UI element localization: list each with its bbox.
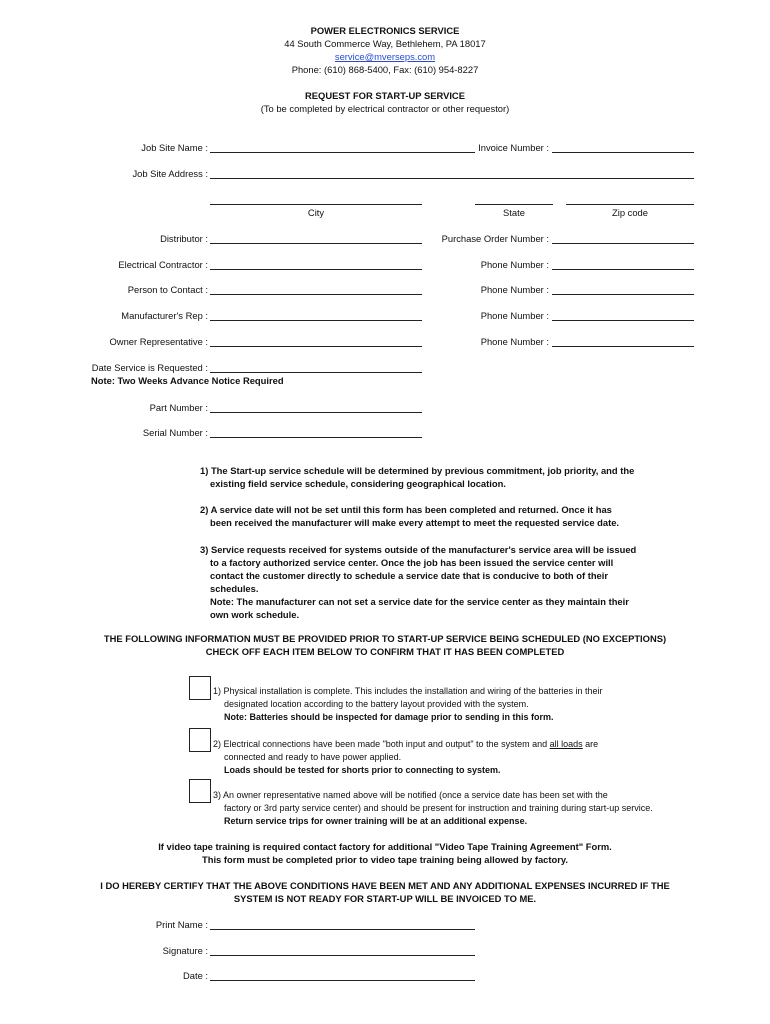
date-field[interactable] [210, 980, 475, 981]
phone-number-field[interactable] [552, 294, 694, 295]
checkbox-owner-representative[interactable] [189, 779, 211, 803]
advance-notice-note: Note: Two Weeks Advance Notice Required [91, 375, 284, 386]
certification-line-2: SYSTEM IS NOT READY FOR START-UP WILL BE INVOICED TO ME. [233, 893, 537, 904]
company-phone: Phone: (610) 868-5400, Fax: (610) 954-8227 [291, 64, 479, 75]
requirement-2: 2) Electrical connections have been made "both input and output" to the system and all loads are connected and ready to have power applied. Loads should be tested for shorts prior to connecting to system. [213, 739, 599, 775]
job-site-address-label: Job Site Address : [132, 168, 208, 179]
checkbox-electrical-connections[interactable] [189, 728, 211, 752]
form-subtitle: (To be completed by electrical contractor or other requestor) [260, 103, 510, 114]
phone-number-label: Phone Number : [480, 284, 549, 295]
requirements-heading-2: CHECK OFF EACH ITEM BELOW TO CONFIRM THAT IT HAS BEEN COMPLETED [205, 646, 565, 657]
date-service-label: Date Service is Requested : [91, 362, 208, 373]
print-name-field[interactable] [210, 929, 475, 930]
zip-field[interactable] [566, 204, 694, 205]
person-to-contact-field[interactable] [210, 294, 422, 295]
phone-number-label: Phone Number : [480, 336, 549, 347]
requirement-1: 1) Physical installation is complete. This includes the installation and wiring of the batteries in their designated location according to the battery layout provided with the system. Note: Batteries should be inspected for damage prior to sending in this form. [213, 686, 603, 722]
part-number-label: Part Number : [149, 402, 208, 413]
manufacturers-rep-label: Manufacturer's Rep : [121, 310, 208, 321]
electrical-contractor-label: Electrical Contractor : [118, 259, 208, 270]
phone-number-field[interactable] [552, 269, 694, 270]
manufacturers-rep-field[interactable] [210, 320, 422, 321]
part-number-field[interactable] [210, 412, 422, 413]
phone-number-field[interactable] [552, 346, 694, 347]
distributor-field[interactable] [210, 243, 422, 244]
serial-number-label: Serial Number : [142, 427, 208, 438]
checkbox-physical-installation[interactable] [189, 676, 211, 700]
serial-number-field[interactable] [210, 437, 422, 438]
state-caption: State [503, 207, 525, 218]
purchase-order-field[interactable] [552, 243, 694, 244]
person-to-contact-label: Person to Contact : [127, 284, 208, 295]
phone-number-label: Phone Number : [480, 259, 549, 270]
purchase-order-label: Purchase Order Number : [441, 233, 549, 244]
signature-label: Signature : [162, 945, 208, 956]
invoice-number-label: Invoice Number : [478, 142, 549, 153]
date-service-field[interactable] [210, 372, 422, 373]
company-email[interactable] [0, 51, 770, 62]
job-site-name-field[interactable] [210, 152, 475, 153]
requirements-heading-1: THE FOLLOWING INFORMATION MUST BE PROVIDED PRIOR TO START-UP SERVICE BEING SCHEDULED (NO EXCEPTIONS) [103, 633, 667, 644]
city-caption: City [307, 207, 325, 218]
requirement-3: 3) An owner representative named above will be notified (once a service date has been set with the factory or 3rd party service center) and should be present for instruction and training during start-up service. Return service trips for owner training will be at an additional expense. [213, 790, 653, 826]
invoice-number-field[interactable] [552, 152, 694, 153]
email-link[interactable]: service@mverseps.com [334, 51, 436, 62]
owner-representative-field[interactable] [210, 346, 422, 347]
video-training-note-1: If video tape training is required contact factory for additional "Video Tape Training Agreement" Form. [158, 841, 612, 852]
zip-caption: Zip code [612, 207, 648, 218]
note-1: 1) The Start-up service schedule will be determined by previous commitment, job priority, and the existing field service schedule, considering geographical location. [200, 465, 635, 489]
electrical-contractor-field[interactable] [210, 269, 422, 270]
print-name-label: Print Name : [155, 919, 208, 930]
form-title: REQUEST FOR START-UP SERVICE [305, 90, 465, 101]
note-2: 2) A service date will not be set until this form has been completed and returned. Once it has been received the manufacturer will make every attempt to meet the requested service date. [200, 504, 620, 528]
note-3: 3) Service requests received for systems outside of the manufacturer's service area will be issued to a factory authorized service center. Once the job has been issued the service center will contact the customer directly to schedule a service date that is conducive to both of their schedules. Note: The manufacturer can not set a service date for the service center as they maintain their own work schedule. [200, 544, 637, 620]
distributor-label: Distributor : [160, 233, 208, 244]
job-site-name-label: Job Site Name : [141, 142, 208, 153]
owner-representative-label: Owner Representative : [109, 336, 208, 347]
company-name: POWER ELECTRONICS SERVICE [310, 25, 460, 36]
signature-field[interactable] [210, 955, 475, 956]
phone-number-field[interactable] [552, 320, 694, 321]
certification-line-1: I DO HEREBY CERTIFY THAT THE ABOVE CONDITIONS HAVE BEEN MET AND ANY ADDITIONAL EXPENSES INCURRED IF THE [100, 880, 670, 891]
date-label: Date : [182, 970, 208, 981]
state-field[interactable] [475, 204, 553, 205]
job-site-address-field[interactable] [210, 178, 694, 179]
company-address: 44 South Commerce Way, Bethlehem, PA 18017 [284, 38, 486, 49]
video-training-note-2: This form must be completed prior to video tape training being allowed by factory. [201, 854, 569, 865]
phone-number-label: Phone Number : [480, 310, 549, 321]
city-field[interactable] [210, 204, 422, 205]
